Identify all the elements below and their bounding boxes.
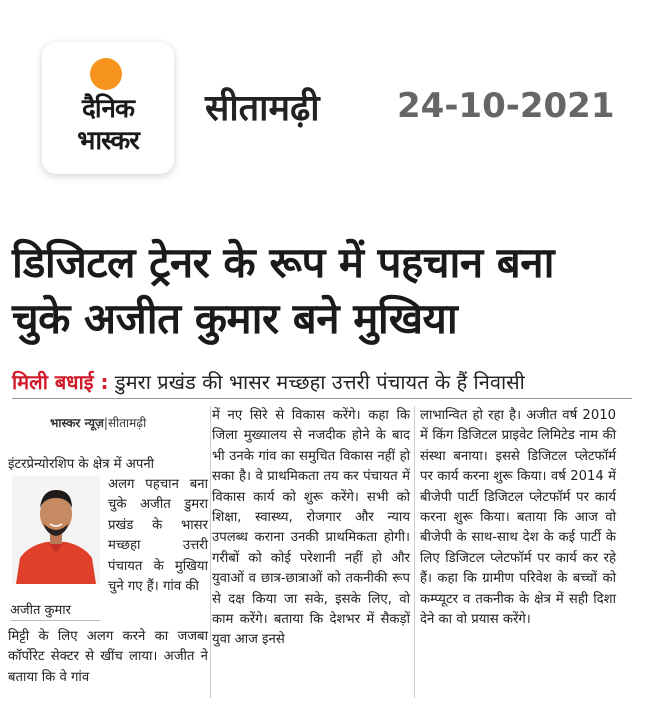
subhead-text: डुमरा प्रखंड की भासर मच्छहा उत्तरी पंचायत के हैं निवासी (108, 370, 525, 394)
photo-caption: अजीत कुमार (10, 603, 71, 618)
article-col1-wrap: अलग पहचान बना चुके अजीत डुमरा प्रखंड के भासर मच्छहा उत्तरी पंचायत के मुखिया चुने गए हैं। गांव की (108, 477, 208, 595)
logo-text-line2: भास्कर (77, 126, 139, 156)
headline (12, 235, 632, 347)
article-col1-bottom: मिट्टी के लिए अलग करने का जजबा कॉर्पोरेट सेक्टर से खींच लाया। अजीत ने बताया कि वे गांव (8, 629, 208, 685)
subhead-divider (12, 398, 632, 399)
portrait-photo (12, 476, 100, 584)
person-portrait-icon (12, 476, 100, 584)
byline-place: |सीतामढ़ी (103, 416, 147, 430)
logo-text-line1: दैनिक (82, 94, 134, 124)
article-col1-intro: इंटरप्रेन्योरशिप के क्षेत्र में अपनी (8, 457, 155, 472)
subheadline (12, 368, 632, 395)
edition-city: सीतामढ़ी (205, 88, 320, 129)
headline-line1: डिजिटल ट्रेनर के रूप में पहचान बना (12, 238, 554, 287)
headline-line2: चुके अजीत कुमार बने मुखिया (12, 294, 458, 343)
byline-source: भास्कर न्यूज़ (50, 416, 104, 430)
caption-divider (10, 620, 100, 621)
column-divider (210, 406, 211, 698)
article-col3: लाभान्वित हो रहा है। अजीत वर्ष 2010 में किंग डिजिटल प्राइवेट लिमिटेड नाम की संस्था बनाया। इससे डिजिटल प्लेटफॉर्म पर कार्य करना शुरू किया। वर्ष 2014 में बीजेपी पार्टी डिजिटल प्लेटफॉर्म पर कार्य करना शुरू किया। बताया कि आज वो बीजेपी के साथ-साथ देश के कई पार्टी के लिए डिजिटल प्लेटफॉर्म पर कार्य कर रहे हैं। कहा कि ग्रामीण परिवेश के बच्चों को कम्प्यूटर व तकनीक के क्षेत्र में सही दिशा देने का वो प्रयास करेंगे। (420, 408, 616, 628)
article-col2: में नए सिरे से विकास करेंगे। कहा कि जिला मुख्यालय से नजदीक होने के बाद भी उनके गांव का समुचित विकास नहीं हो सका है। वे प्राथमिकता तय कर पंचायत में विकास कार्य को शुरू करेंगे। सभी को शिक्षा, स्वास्थ्य, रोजगार और न्याय उपलब्ध कराना उनकी प्राथमिकता होगी। गरीबों को कोई परेशानी नहीं हो और युवाओं व छात्र-छात्राओं को तकनीकी रूप से दक्ष किया जा सके, इसके लिए, वो काम करेंगे। बताया कि देशभर में सैकड़ों युवा आज इनसे (212, 408, 410, 648)
subhead-label: मिली बधाई : (12, 370, 109, 394)
column-divider (414, 406, 415, 698)
sun-icon (90, 58, 122, 90)
dainik-bhaskar-logo (42, 42, 174, 174)
byline (50, 414, 146, 431)
edition-date: 24-10-2021 (397, 86, 615, 126)
